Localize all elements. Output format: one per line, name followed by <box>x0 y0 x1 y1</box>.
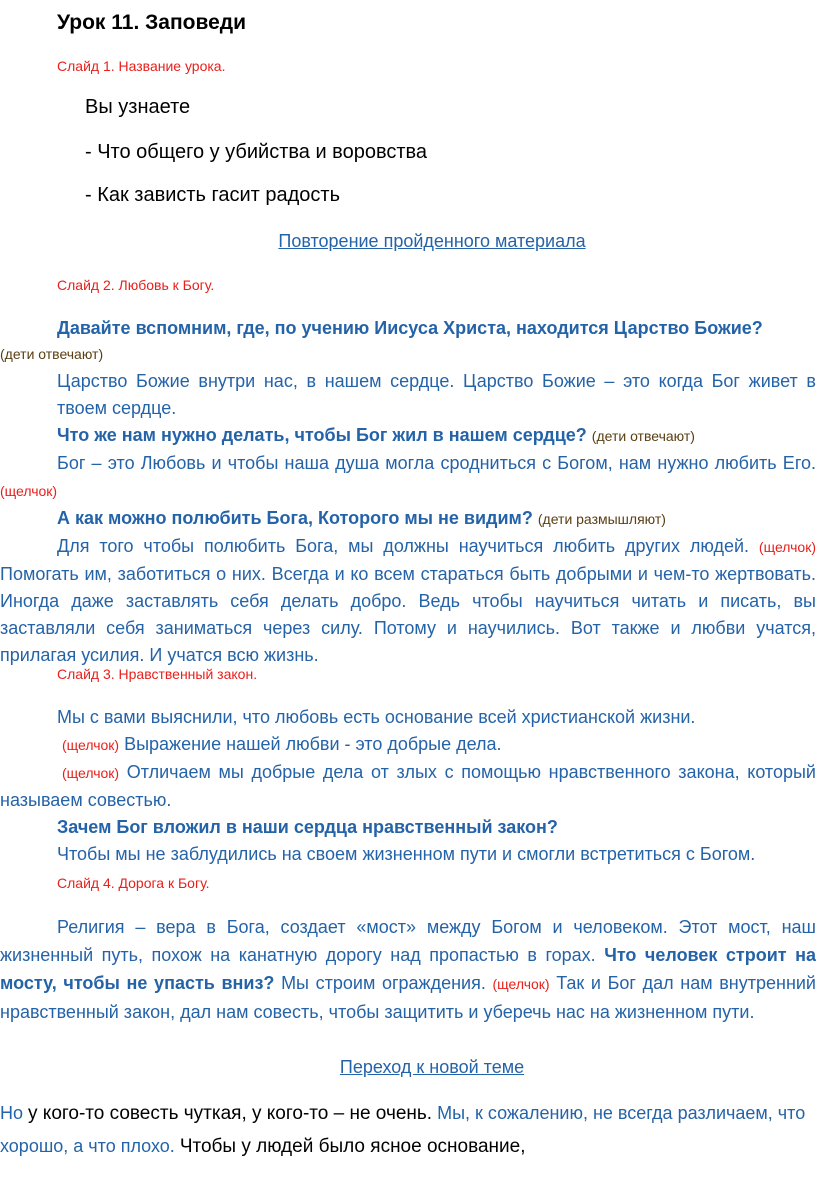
intro-heading: Вы узнаете <box>85 96 191 118</box>
slide-3-para-3: (щелчок) Отличаем мы добрые дела от злых с помощью нравственного закона, который называем совестью. <box>0 762 816 810</box>
slide-4-text: Религия – вера в Бога, создает «мост» между Богом и человеком. Этот мост, наш жизненный путь, похож на канатную дорогу над пропастью в горах. Что человек строит на мосту, чтобы не упасть вниз? Мы строим ограждения. (щелчок) Так и Бог дал нам внутренний нравственный закон, дал нам совесть, чтобы защитить и уберечь нас на жизненном пути. <box>0 917 816 1022</box>
question-1: Давайте вспомним, где, по учению Иисуса Христа, находится Царство Божие? <box>57 318 763 338</box>
question-3-note: (дети размышляют) <box>537 511 666 527</box>
slide-3-para-2: (щелчок) Выражение нашей любви - это добрые дела. <box>62 734 502 754</box>
section-heading-transition: Переход к новой теме <box>339 1057 525 1077</box>
question-4: Зачем Бог вложил в наши сердца нравственный закон? <box>57 817 558 837</box>
section-heading-review: Повторение пройденного материала <box>278 231 586 251</box>
slide-1-label: Слайд 1. Название урока. <box>57 58 226 74</box>
answer-2: Бог – это Любовь и чтобы наша душа могла сродниться с Богом, нам нужно любить Его. (щелчок) <box>0 453 816 499</box>
question-2-note: (дети отвечают) <box>591 428 695 444</box>
answer-3: Для того чтобы полюбить Бога, мы должны научиться любить других людей. (щелчок) Помогать им, заботиться о них. Всегда и ко всем стараться быть добрыми и чем-то жертвовать. Иногда даже заставлять себя делать добро. Ведь чтобы научиться читать и писать, вы заставляли себя заниматься через силу. Потому и научились. Вот также и любви учатся, прилагая усилия. И учатся всю жизнь. <box>0 536 816 665</box>
question-2: Что же нам нужно делать, чтобы Бог жил в нашем сердце? <box>57 425 587 445</box>
slide-4-question: Что человек строит на мосту, чтобы не упасть вниз? <box>0 945 816 993</box>
intro-item-2: - Как зависть гасит радость <box>85 184 341 206</box>
slide-4-label: Слайд 4. Дорога к Богу. <box>57 875 210 891</box>
slide-2-text <box>0 315 816 669</box>
question-1-note: (дети отвечают) <box>0 346 104 362</box>
slide-3-text <box>0 704 816 868</box>
answer-1: Царство Божие внутри нас, в нашем сердце. Царство Божие – это когда Бог живет в твоем сердце. <box>57 371 816 418</box>
lesson-title: Урок 11. Заповеди <box>57 11 247 34</box>
slide-3-para-1: Мы с вами выяснили, что любовь есть основание всей христианской жизни. <box>57 707 696 727</box>
transition-text: Но у кого-то совесть чуткая, у кого-то – не очень. Мы, к сожалению, не всегда различаем, что хорошо, а что плохо. Чтобы у людей было ясное основание, <box>0 1103 806 1157</box>
intro-item-1: - Что общего у убийства и воровства <box>85 141 428 163</box>
slide-2-label: Слайд 2. Любовь к Богу. <box>57 277 215 293</box>
answer-4: Чтобы мы не заблудились на своем жизненном пути и смогли встретиться с Богом. <box>57 844 756 864</box>
question-3: А как можно полюбить Бога, Которого мы не видим? <box>57 508 533 528</box>
slide-3-label: Слайд 3. Нравственный закон. <box>57 666 258 682</box>
